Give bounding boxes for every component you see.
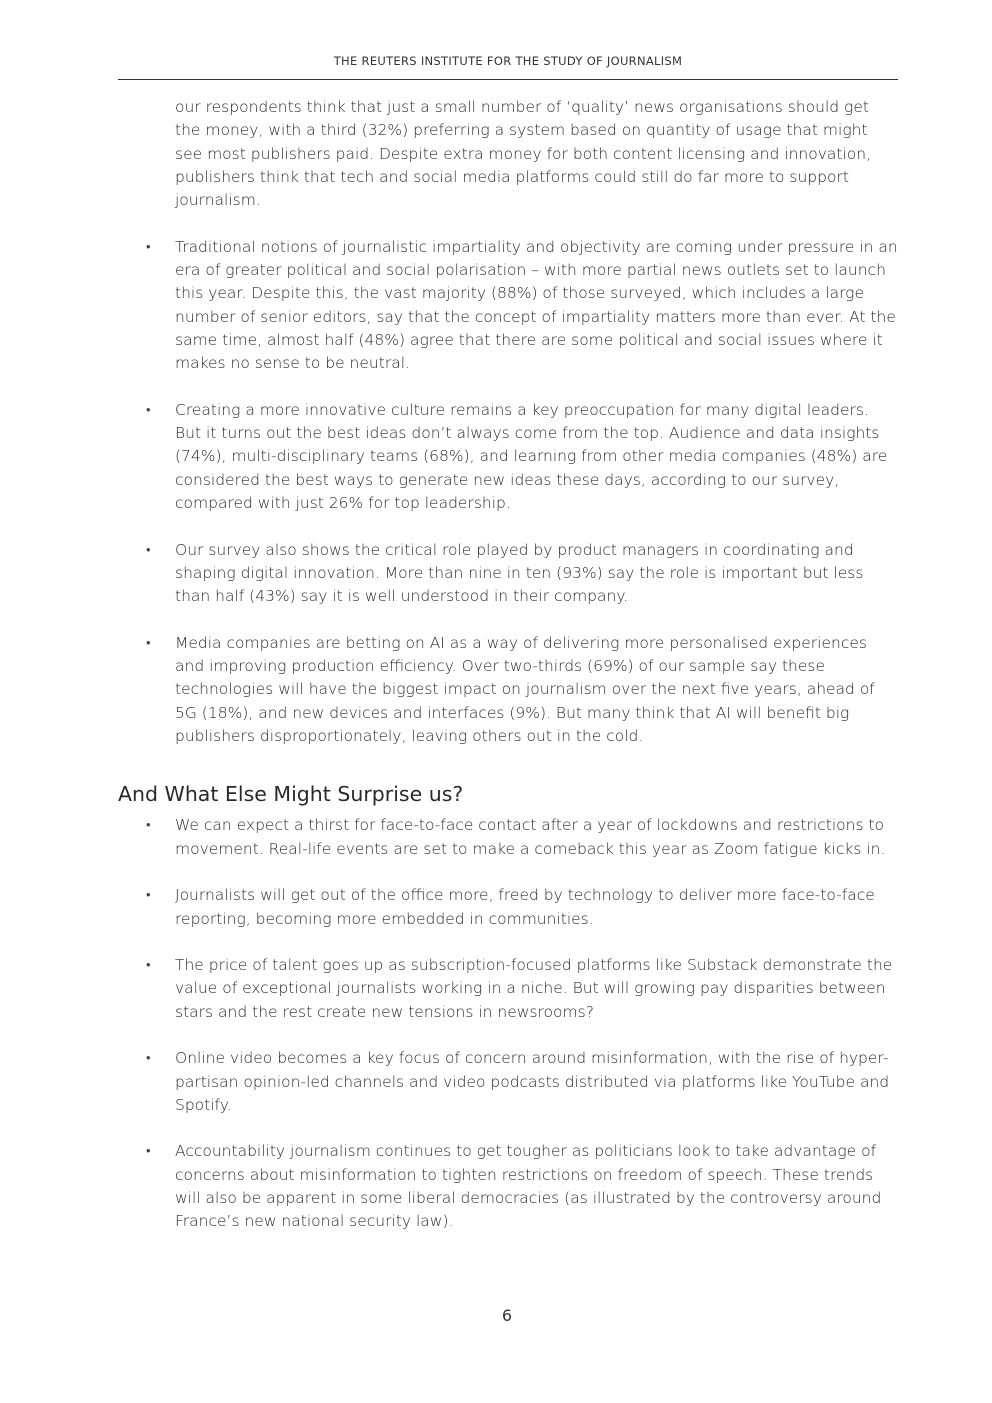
list-item xyxy=(146,884,898,931)
running-header: THE REUTERS INSTITUTE FOR THE STUDY OF JOURNALISM xyxy=(333,54,683,68)
list-item xyxy=(146,399,898,515)
section-heading: And What Else Might Surprise us? xyxy=(118,782,464,807)
header-divider xyxy=(118,79,898,80)
list-item-text: Our survey also shows the critical role played by product managers in coordinating and shaping digital innovation. More than nine in ten (93%) say the role is important but less than half (43%) say it is well understood in their company. xyxy=(175,540,864,606)
list-item-text: Journalists will get out of the office more, freed by technology to deliver more face-to-face reporting, becoming more embedded in communities. xyxy=(175,886,875,928)
page-number: 6 xyxy=(501,1306,513,1325)
bullet-icon: • xyxy=(146,635,151,651)
list-item-text: Media companies are betting on AI as a way of delivering more personalised experiences and improving production efficiency. Over two-thirds (69%) of our sample say these technologies will have the biggest impact on journalism over the next five years, ahead of 5G (18%), and new devices and interfaces (9%). But many think that AI will benefit big publishers disproportionately, leaving others out in the cold. xyxy=(175,633,875,746)
list-item-text: Online video becomes a key focus of concern around misinformation, with the rise of hyper-partisan opinion-led channels and video podcasts distributed via platforms like YouTube and Spotify. xyxy=(175,1049,890,1114)
list-item-text: Creating a more innovative culture remains a key preoccupation for many digital leaders. But it turns out the best ideas don’t always come from the top. Audience and data insights (74%), multi-disciplinary teams (68%), and learning from other media companies (48%) are considered the best ways to generate new ideas these days, according to our survey, compared with just 26% for top leadership. xyxy=(175,400,888,513)
bullet-icon: • xyxy=(146,888,151,904)
surprises-list xyxy=(118,814,898,1233)
bullet-icon: • xyxy=(146,818,151,834)
list-item-text: We can expect a thirst for face-to-face contact after a year of lockdowns and restrictions to movement. Real-life events are set to make a comeback this year as Zoom fatigue kicks in. xyxy=(175,816,886,858)
lead-paragraph: our respondents think that just a small number of ‘quality’ news organisations should get the money, with a third (32%) preferring a system based on quantity of usage that might see most publishers paid. Despite extra money for both content licensing and innovation, publishers think that tech and social media platforms could still do far more to support journalism. xyxy=(175,98,871,210)
page-body xyxy=(118,96,898,1234)
list-item xyxy=(146,1140,898,1233)
list-item xyxy=(146,236,898,376)
bullet-icon: • xyxy=(146,1144,151,1160)
list-item xyxy=(146,1047,898,1117)
list-item-text: Accountability journalism continues to get tougher as politicians look to take advantage of concerns about misinformation to tighten restrictions on freedom of speech. These trends will also be apparent in some liberal democracies (as illustrated by the controversy around France’s new national security law). xyxy=(175,1142,882,1231)
list-item xyxy=(146,632,898,748)
list-item xyxy=(146,814,898,861)
list-item-text: Traditional notions of journalistic impartiality and objectivity are coming under pressure in an era of greater political and social polarisation – with more partial news outlets set to launch this year. Despite this, the vast majority (88%) of those surveyed, which includes a large number of senior editors, say that the concept of impartiality matters more than ever. At the same time, almost half (48%) agree that there are some political and social issues where it makes no sense to be neutral. xyxy=(175,237,898,373)
bullet-icon: • xyxy=(146,958,151,974)
bullet-icon: • xyxy=(146,542,151,558)
bullet-icon: • xyxy=(146,239,151,255)
list-item xyxy=(146,954,898,1024)
findings-list xyxy=(118,236,898,749)
bullet-icon: • xyxy=(146,402,151,418)
bullet-icon: • xyxy=(146,1051,151,1067)
list-item xyxy=(146,539,898,609)
list-item-text: The price of talent goes up as subscription-focused platforms like Substack demonstrate the value of exceptional journalists working in a niche. But will growing pay disparities between stars and the rest create new tensions in newsrooms? xyxy=(175,956,893,1021)
